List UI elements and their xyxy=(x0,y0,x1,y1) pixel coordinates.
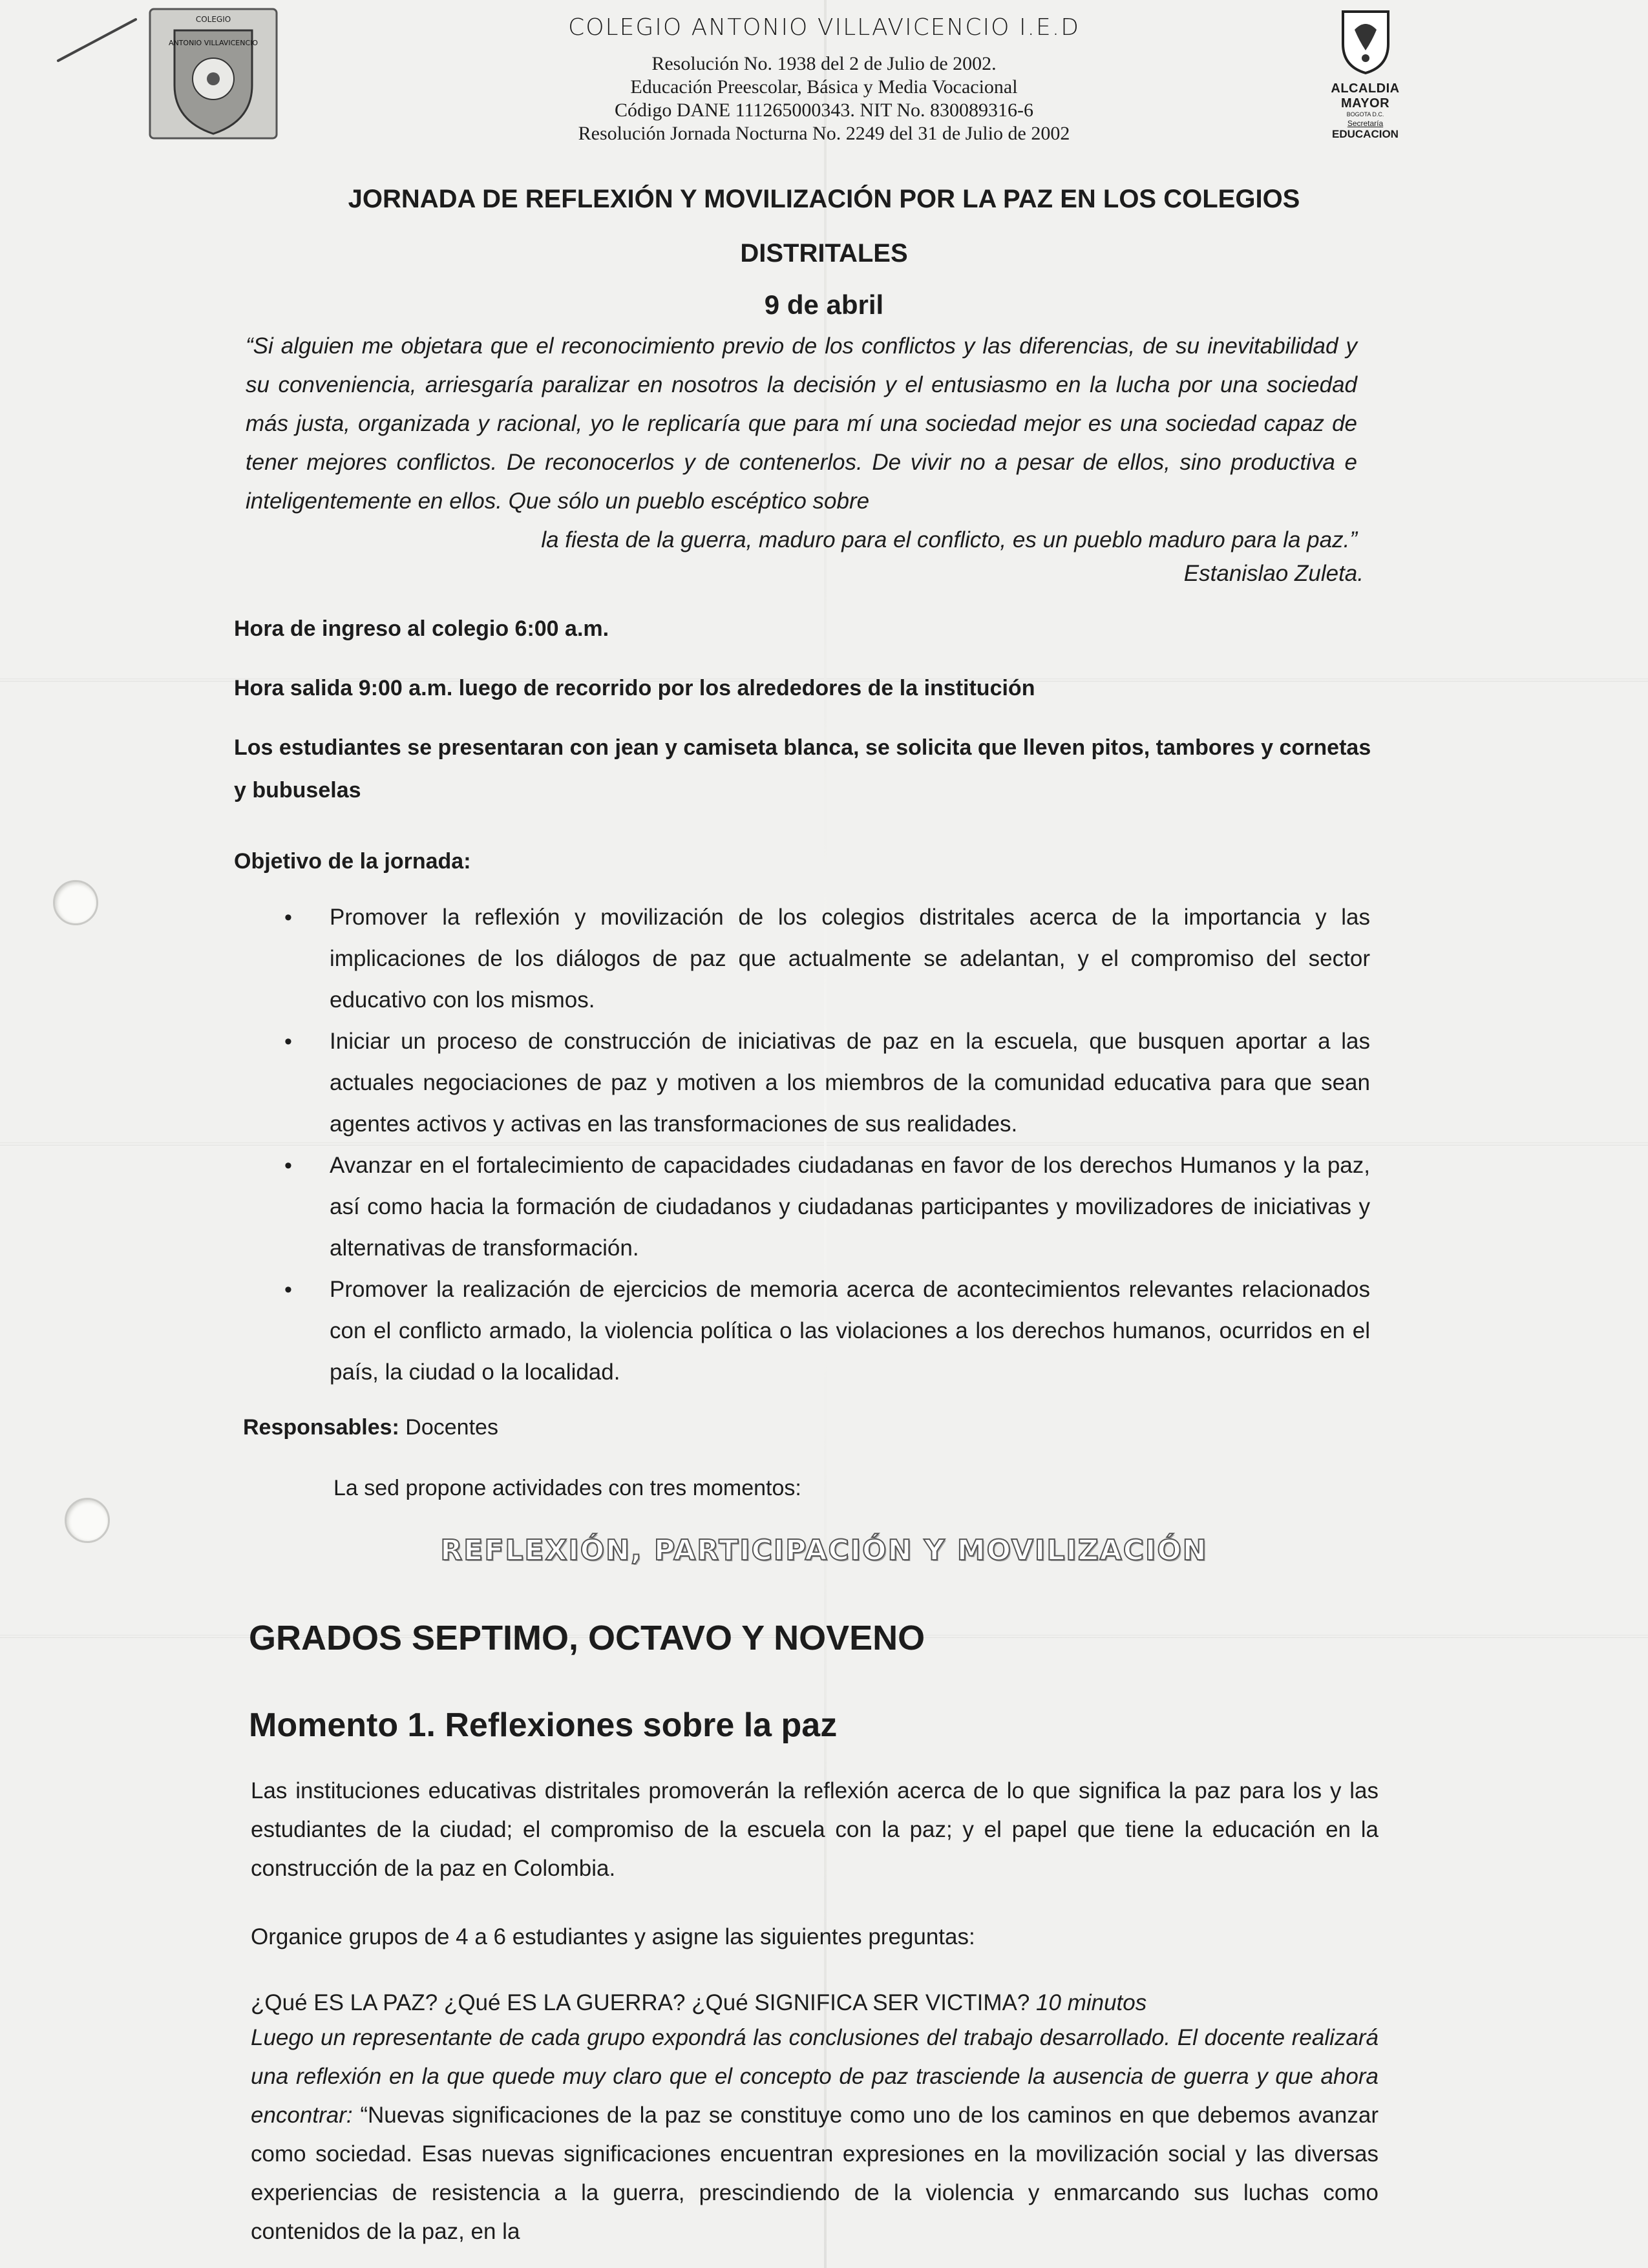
quote-text: “Si alguien me objetara que el reconocimiento previo de los conflictos y las diferencias, de su inevitabilidad y su conveniencia, arriesgaría paralizar en nosotros la decisión y el entusiasmo en la lucha por una sociedad más justa, organizada y racional, yo le replicaría que para mí una sociedad mejor es una sociedad capaz de tener mejores conflictos. De reconocerlos y de contenerlos. De vivir no a pesar de ellos, sino productiva e inteligentemente en ellos. Que sólo un pueblo escéptico sobre xyxy=(246,333,1357,514)
school-name: COLEGIO ANTONIO VILLAVICENCIO I.E.D xyxy=(568,14,1080,41)
questions-time: 10 minutos xyxy=(1030,1990,1147,2015)
crest-text-2: ANTONIO VILLAVICENCIO xyxy=(168,39,259,47)
header-resolution: Resolución No. 1938 del 2 de Julio de 2002. xyxy=(651,53,997,74)
moments-intro: La sed propone actividades con tres momentos: xyxy=(333,1476,801,1500)
header-education-levels: Educación Preescolar, Básica y Media Vocacional xyxy=(630,76,1018,98)
moment1-paragraph2: Organice grupos de 4 a 6 estudiantes y asigne las siguientes preguntas: xyxy=(251,1924,975,1949)
grades-heading: GRADOS SEPTIMO, OCTAVO Y NOVENO xyxy=(249,1619,925,1657)
paragraph3-normal: “Nuevas significaciones de la paz se constituye como uno de los caminos en que debemos avanzar como sociedad. Esas nuevas significaciones encuentran expresiones en la movilización social y las diversas experiencias de resistencia a la guerra, prescindiendo de la violencia y enmarcando sus luchas como contenidos de la paz, en la xyxy=(251,2103,1379,2244)
paragraph3-italic: Luego un representante de cada grupo expondrá las conclusiones del trabajo desarrollado. El docente realizará una reflexión en la que quede muy claro que el concepto de paz trasciende la ausencia de guerra y que ahora encontrar: xyxy=(251,2025,1379,2128)
objective-item: • Promover la reflexión y movilización de los colegios distritales acerca de la importancia y las implicaciones de los diálogos de paz que actualmente se adelantan, y el compromiso del sector educativo con los mismos. xyxy=(278,897,1370,1021)
moments-wordart: REFLEXIÓN, PARTICIPACIÓN Y MOVILIZACIÓN xyxy=(440,1534,1208,1567)
questions-text: ¿Qué ES LA PAZ? ¿Qué ES LA GUERRA? ¿Qué SIGNIFICA SER VICTIMA? xyxy=(251,1990,1030,2015)
objective-item: • Promover la realización de ejercicios de memoria acerca de acontecimientos relevantes relacionados con el conflicto armado, la violencia política o las violaciones a los derechos humanos, ocurridos en el país, la ciudad o la localidad. xyxy=(278,1269,1370,1393)
gov-logo-line1: ALCALDIA MAYOR xyxy=(1331,81,1400,110)
moment1-paragraph1: Las instituciones educativas distritales promoverán la reflexión acerca de lo que significa la paz para los y las estudiantes de la ciudad; el compromiso de la escuela con la paz; y el papel que tiene la educación en la construcción de la paz en Colombia. xyxy=(251,1778,1379,1881)
dress-code: Los estudiantes se presentaran con jean y camiseta blanca, se solicita que lleven pitos, tambores y cornetas y bubuselas xyxy=(234,735,1371,803)
responsables-value: Docentes xyxy=(399,1415,498,1440)
entry-time: Hora de ingreso al colegio 6:00 a.m. xyxy=(234,616,609,641)
crest-text-1: COLEGIO xyxy=(195,15,231,24)
gov-logo-line4: EDUCACION xyxy=(1332,128,1399,140)
exit-time: Hora salida 9:00 a.m. luego de recorrido por los alrededores de la institución xyxy=(234,676,1035,700)
moment1-heading: Momento 1. Reflexiones sobre la paz xyxy=(249,1706,838,1744)
responsables xyxy=(243,1406,1380,1449)
responsables-label: Responsables: xyxy=(243,1415,399,1440)
objective-item: • Avanzar en el fortalecimiento de capacidades ciudadanas en favor de los derechos Humanos y la paz, así como hacia la formación de ciudadanos y ciudadanas participantes y movilizadores de iniciativas y alternativas de transformación. xyxy=(278,1145,1370,1269)
header-dane-nit: Código DANE 111265000343. NIT No. 830089316-6 xyxy=(614,100,1034,121)
objective-label: Objetivo de la jornada: xyxy=(234,849,471,874)
objective-item: • Iniciar un proceso de construcción de iniciativas de paz en la escuela, que busquen aportar a las actuales negociaciones de paz y motiven a los miembros de la comunidad educativa para que sean agentes activos y activas en las transformaciones de sus realidades. xyxy=(278,1021,1370,1145)
gov-logo-line3: Secretaría xyxy=(1347,119,1384,128)
objectives-list xyxy=(278,897,1370,1393)
bogota-crest-icon xyxy=(1336,5,1395,76)
document-date: 9 de abril xyxy=(764,289,884,320)
epigraph-quote xyxy=(246,327,1357,560)
alcaldia-logo xyxy=(1305,5,1425,141)
document-title-line1: JORNADA DE REFLEXIÓN Y MOVILIZACIÓN POR LA PAZ EN LOS COLEGIOS xyxy=(348,185,1300,213)
quote-author: Estanislao Zuleta. xyxy=(1183,561,1364,586)
document-title-line2: DISTRITALES xyxy=(740,239,908,268)
moment1-questions xyxy=(251,1984,1379,2022)
gov-logo-line2: BOGOTA D.C. xyxy=(1346,111,1384,118)
punch-hole xyxy=(53,880,98,925)
header-night-resolution: Resolución Jornada Nocturna No. 2249 del 31 de Julio de 2002 xyxy=(578,123,1070,144)
quote-last-line: la fiesta de la guerra, maduro para el conflicto, es un pueblo maduro para la paz.” xyxy=(541,527,1357,552)
moment1-paragraph3 xyxy=(251,2019,1379,2251)
